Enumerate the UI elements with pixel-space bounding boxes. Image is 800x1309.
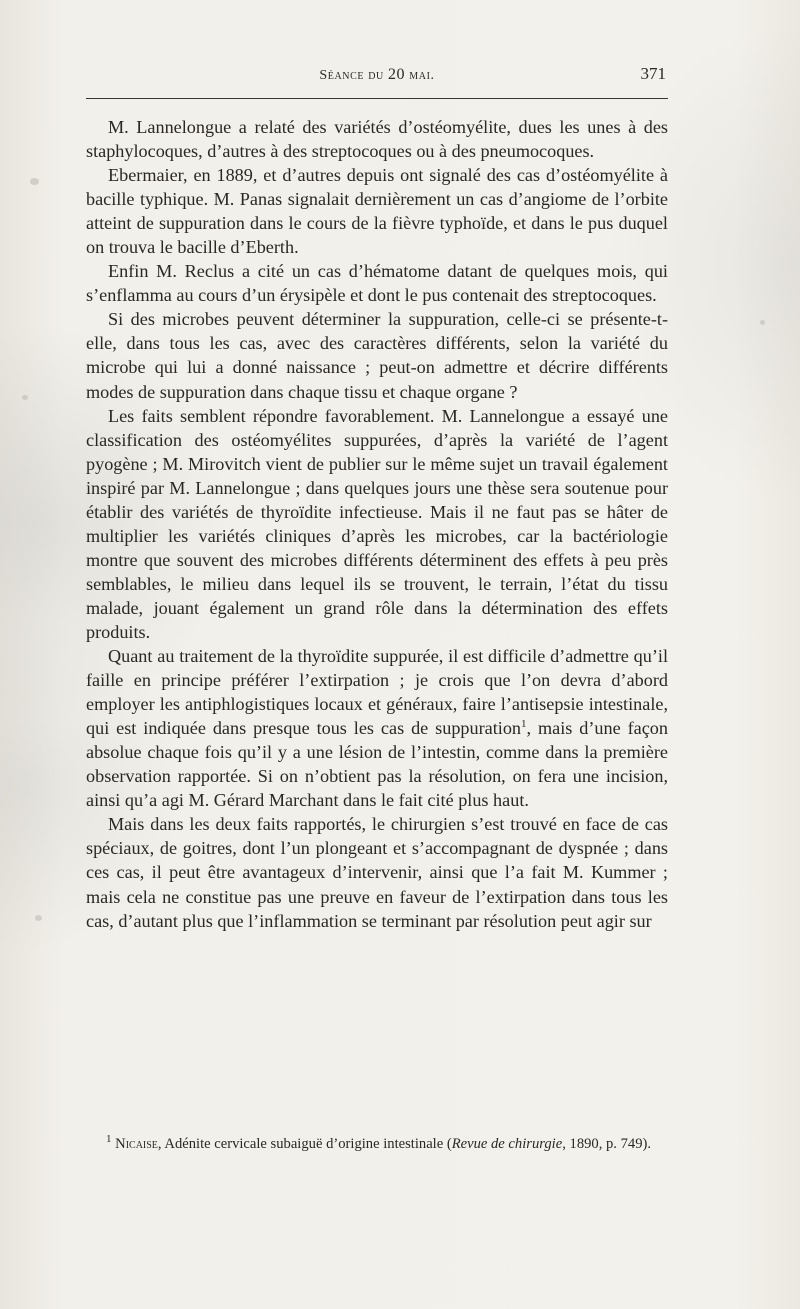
paper-speck	[760, 320, 765, 325]
paragraph-3: Enfin M. Reclus a cité un cas d’hématome datant de quelques mois, qui s’enflamma au cours d’un érysipèle et dont le pus contenait des streptocoques.	[86, 261, 668, 306]
paper-speck	[22, 395, 28, 400]
paper-speck	[30, 178, 39, 185]
footnote-reference: 1	[521, 718, 527, 731]
running-head-day: 20	[387, 66, 406, 83]
header-rule	[86, 98, 668, 99]
running-head	[86, 66, 668, 84]
paragraph-6-text-a: Quant au traitement de la thyroïdite suppurée, il est difficile d’admettre qu’il faille en principe préférer l’extirpation ; je crois que l’on devra d’abord employer les antiphlogistiques locaux et généraux, faire l’antisepsie intestinale, qui est indiquée dans presque tous les cas de suppuration	[86, 646, 668, 739]
footnote-journal: Revue de chirurgie	[451, 1136, 563, 1152]
footnote	[86, 1133, 668, 1155]
paragraph-6-text-b: , mais d’une façon absolue chaque fois qu’il y a une lésion de l’intestin, comme dans la première observation rapportée. Si on n’obtient pas la résolution, on fera une incision, ainsi qu’a agi M. Gérard Marchant dans le fait cité plus haut.	[86, 718, 668, 811]
paragraph-5: Les faits semblent répondre favorablement. M. Lannelongue a essayé une classification des ostéomyélites suppurées, d’après la variété de l’agent pyogène ; M. Mirovitch vient de publier sur le même sujet un travail également inspiré par M. Lannelongue ; dans quelques jours une thèse sera soutenue pour établir des variétés de thyroïdite infectieuse. Mais il ne faut pas se hâter de multiplier les variétés cliniques d’après les microbes, car la bactériologie montre que souvent des microbes différents déterminent des effets à peu près semblables, le milieu dans lequel ils se trouvent, le terrain, l’état du tissu malade, jouant également un grand rôle dans la détermination des effets produits.	[86, 405, 668, 642]
footnote-citation: , 1890, p. 749).	[562, 1136, 651, 1152]
paragraph-1: M. Lannelongue a relaté des variétés d’ostéomyélite, dues les unes à des staphylocoques, d’autres à des streptocoques ou à des pneumocoques.	[86, 117, 668, 162]
running-head-month: mai.	[409, 68, 435, 83]
page-number: 371	[640, 64, 666, 83]
footnote-title: , Adénite cervicale subaiguë d’origine intestinale (	[157, 1136, 452, 1152]
footnote-author: Nicaise	[115, 1136, 158, 1152]
paragraph-4: Si des microbes peuvent déterminer la suppuration, celle-ci se présente-t-elle, dans tous les cas, avec des caractères différents, selon la variété du microbe qui lui a donné naissance ; peut-on admettre et décrire différents modes de suppuration dans chaque tissu et chaque organe ?	[86, 309, 668, 402]
running-head-pre: Séance du	[319, 68, 384, 83]
paragraph-6	[86, 644, 668, 812]
footnote-mark: 1	[106, 1133, 112, 1146]
body-text	[86, 115, 668, 933]
page-header	[86, 62, 668, 92]
paper-speck	[35, 915, 42, 921]
paragraph-7: Mais dans les deux faits rapportés, le chirurgien s’est trouvé en face de cas spéciaux, de goitres, dont l’un plongeant et s’accompagnant de dyspnée ; dans ces cas, il peut être avantageux d’intervenir, ainsi que l’a fait M. Kummer ; mais cela ne constitue pas une preuve en faveur de l’extirpation dans tous les cas, d’autant plus que l’inflammation se terminant par résolution peut agir sur	[86, 814, 668, 931]
paragraph-2: Ebermaier, en 1889, et d’autres depuis ont signalé des cas d’ostéomyélite à bacille typhique. M. Panas signalait dernièrement un cas d’angiome de l’orbite atteint de suppuration dans le cours de la fièvre typhoïde, et dans le pus duquel on trouva le bacille d’Eberth.	[86, 165, 668, 258]
